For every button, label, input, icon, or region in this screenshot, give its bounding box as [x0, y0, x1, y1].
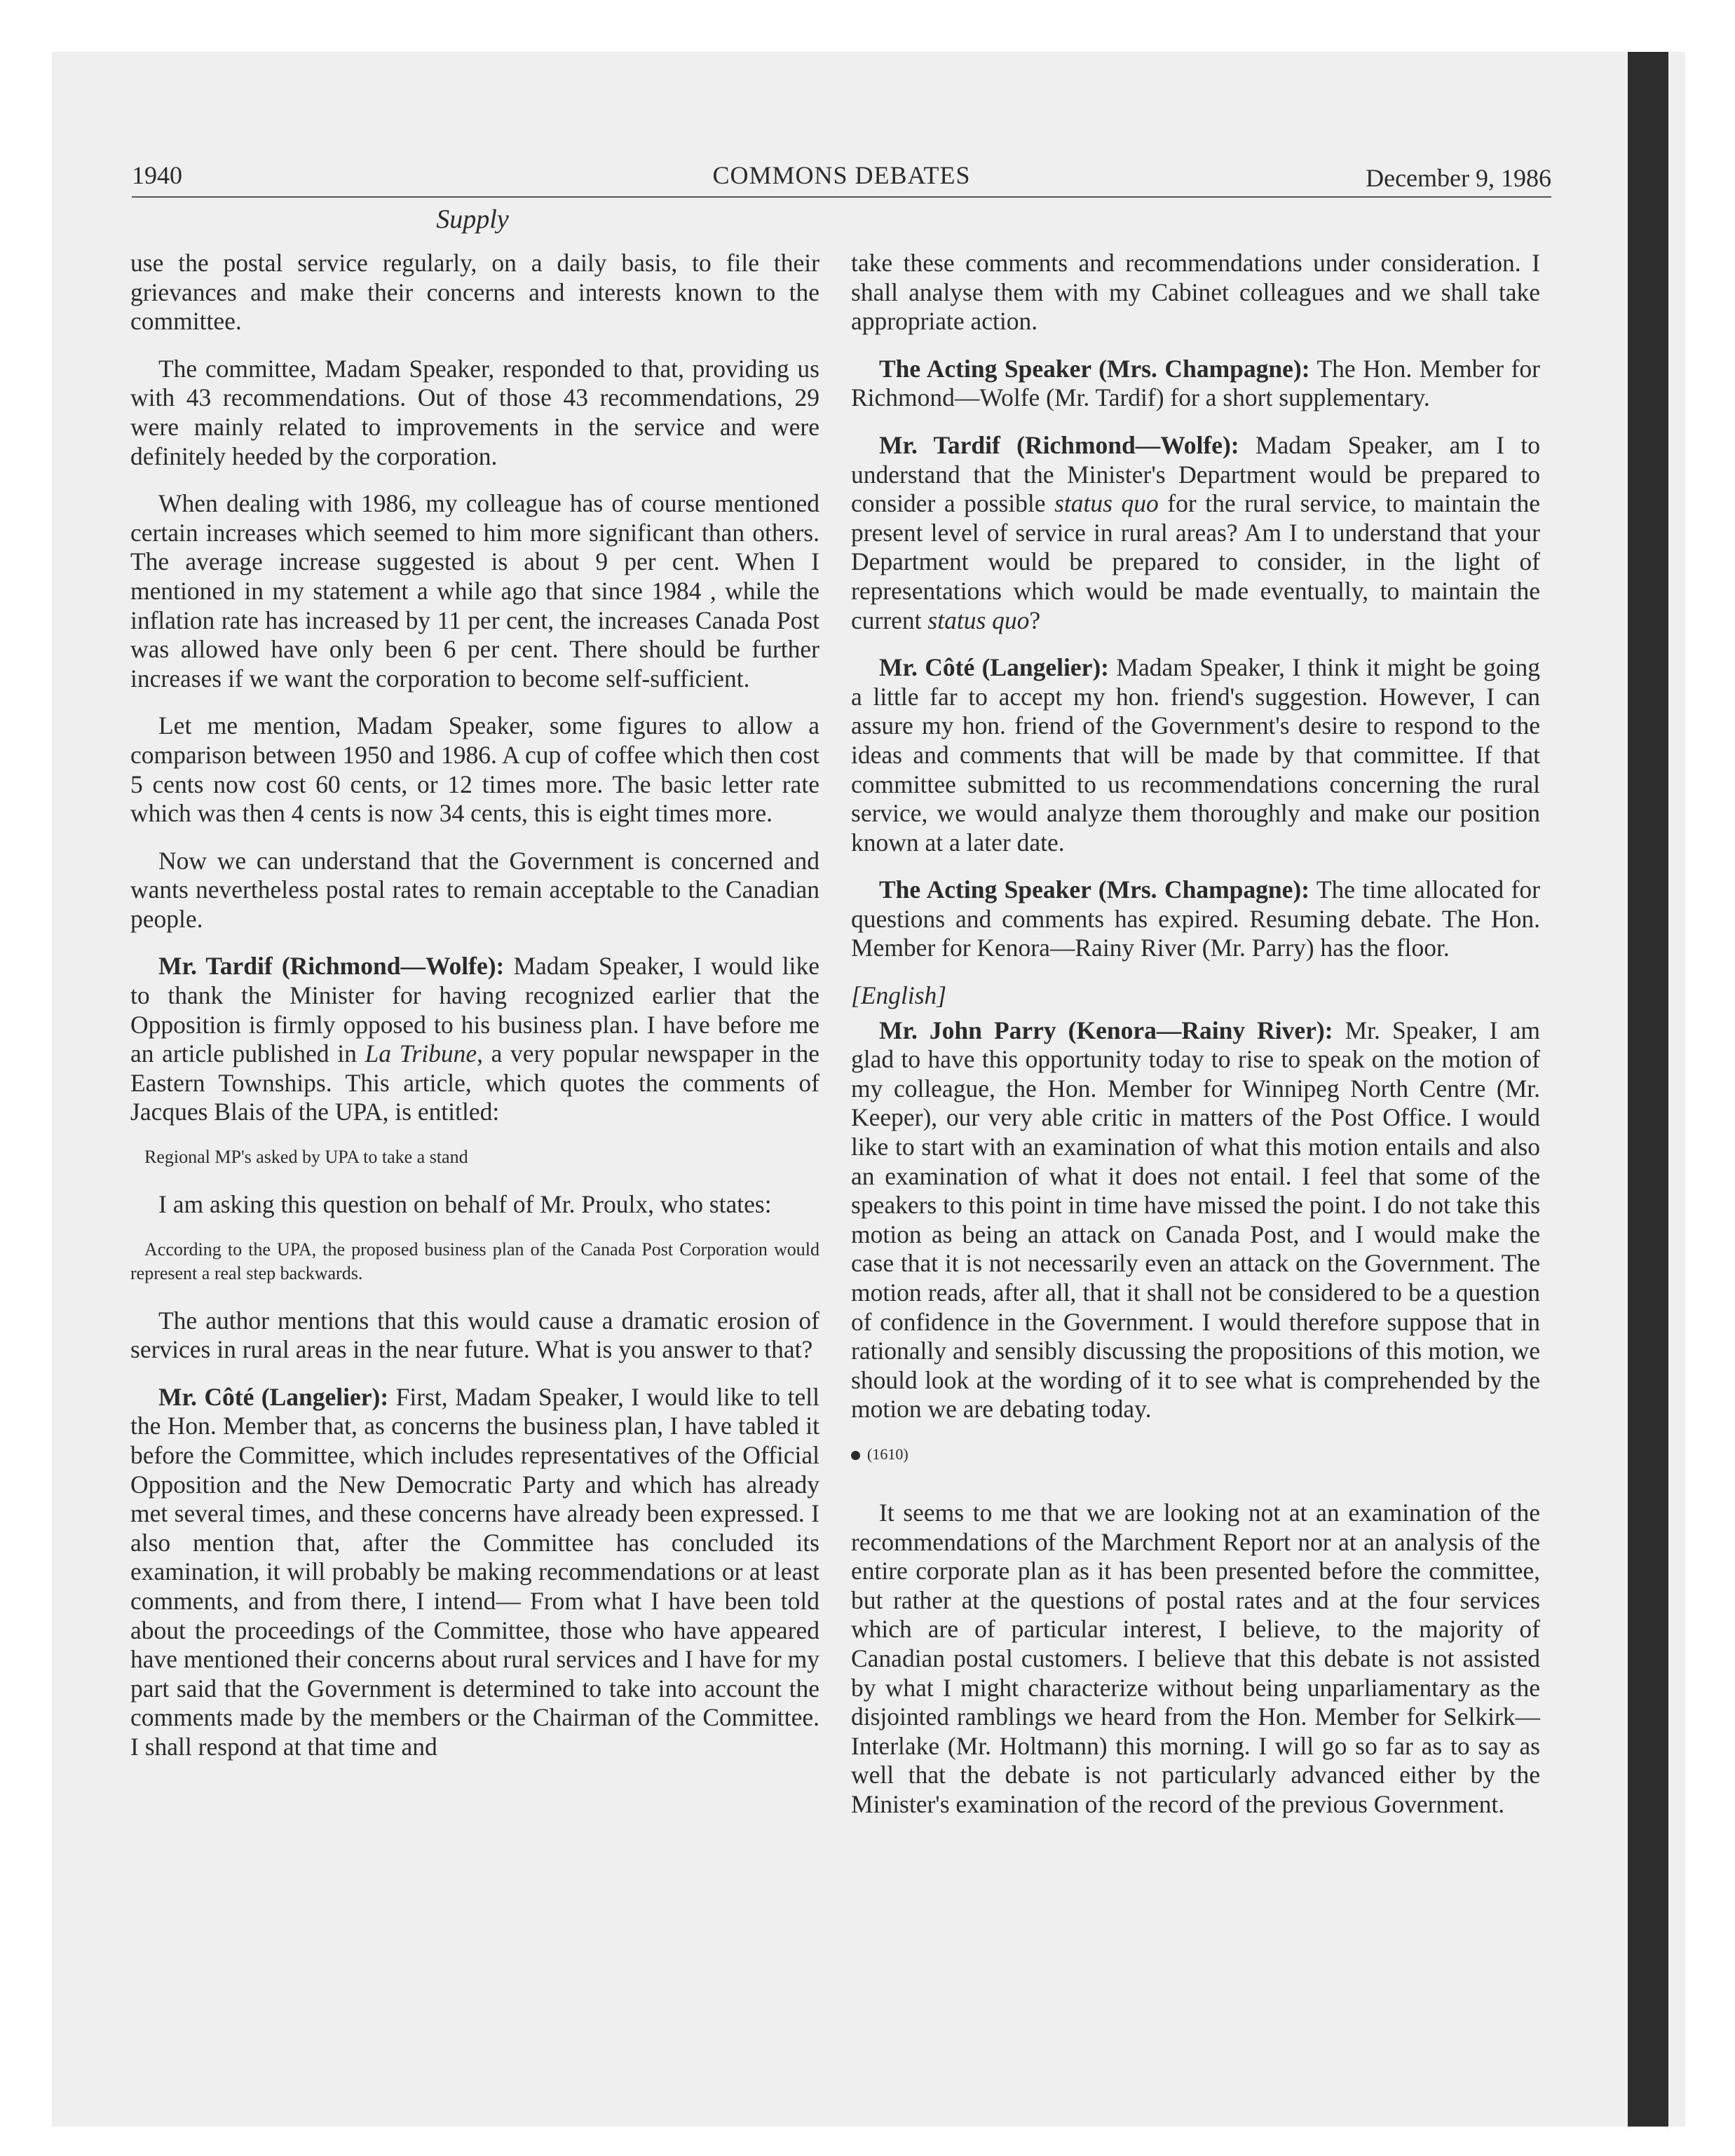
publication-date: December 9, 1986: [1366, 164, 1551, 192]
publication-title: COMMONS DEBATES: [712, 161, 971, 189]
newspaper-title: La Tribune: [365, 1039, 477, 1068]
paragraph: When dealing with 1986, my colleague has of course mentioned certain increases which seemed to him more significant than others. The average increase suggested is about 9 per cent. When I mentioned in my statement a while ago that since 1984 , while the inflation rate has increased by 11 per cent, the increases Canada Post was allowed have only been 6 per cent. There should be further increases if we want the corporation to become self-sufficient.: [130, 489, 819, 692]
paragraph: Mr. John Parry (Kenora—Rainy River): Mr. Speaker, I am glad to have this opportunity today to rise to speak on the motion of my colleague, the Hon. Member for Winnipeg North Centre (Mr. Keeper), our very able critic in matters of the Post Office. I would like to start with an examination of what this motion entails and also an examination of what it does not entail. I feel that some of the speakers to this point in time have missed the point. I do not take this motion as being an attack on Canada Post, and I would make the case that it is not necessarily even an attack on the Government. The motion reads, after all, that it shall not be considered to be a question of confidence in the Government. I would therefore suppose that in rationally and sensibly discussing the propositions of this motion, we should look at the wording of it to see what is comprehended by the motion we are debating today.: [851, 1016, 1541, 1424]
speaker-name: Mr. Tardif (Richmond—Wolfe):: [158, 952, 505, 981]
speaker-name: Mr. John Parry (Kenora—Rainy River):: [879, 1016, 1333, 1044]
speaker-name: Mr. Côté (Langelier):: [879, 653, 1109, 682]
running-header: [132, 158, 1551, 198]
bullet-icon: [851, 1451, 860, 1460]
right-column: [851, 249, 1540, 1838]
paragraph: Mr. Côté (Langelier): First, Madam Speaker, I would like to tell the Hon. Member that, as concerns the business plan, I have tabled it before the Committee, which includes representatives of the Official Opposition and the New Democratic Party and which has already met several times, and these concerns have already been expressed. I also mention that, after the Committee has concluded its examination, it will probably be making recommendations or at least comments, and from there, I intend— From what I have been told about the proceedings of the Committee, those who have appeared have mentioned their concerns about rural services and I have for my part said that the Government is determined to take into account the comments made by the members or the Chairman of the Committee. I shall respond at that time and: [130, 1382, 819, 1761]
scan-edge-shadow: [1628, 52, 1668, 2127]
block-quote: Regional MP's asked by UPA to take a stand: [144, 1147, 468, 1168]
speaker-name: The Acting Speaker (Mrs. Champagne):: [879, 354, 1310, 383]
paragraph: The Acting Speaker (Mrs. Champagne): The time allocated for questions and comments has expired. Resuming debate. The Hon. Member for Kenora—Rainy River (Mr. Parry) has the floor.: [851, 875, 1541, 962]
speaker-name: Mr. Côté (Langelier):: [158, 1382, 389, 1411]
block-quote: According to the UPA, the proposed business plan of the Canada Post Corporation would represent a real step backwards.: [130, 1239, 819, 1283]
paragraph: Now we can understand that the Government is concerned and wants nevertheless postal rates to remain acceptable to the Canadian people.: [130, 846, 819, 933]
left-column: [130, 249, 819, 1780]
paragraph: The committee, Madam Speaker, responded to that, providing us with 43 recommendations. Out of those 43 recommendations, 29 were mainly related to improvements in the service and were definitely heeded by the corporation.: [130, 354, 819, 470]
paragraph: Let me mention, Madam Speaker, some figures to allow a comparison between 1950 and 1986. A cup of coffee which then cost 5 cents now cost 60 cents, or 12 times more. The basic letter rate which was then 4 cents is now 34 cents, this is eight times more.: [130, 711, 819, 828]
paragraph: Mr. Côté (Langelier): Madam Speaker, I think it might be going a little far to accept my hon. friend's suggestion. However, I can assure my hon. friend of the Government's desire to respond to the ideas and comments that will be made by that committee. If that committee submitted to us recommendations concerning the rural service, we would analyze them thoroughly and make our position known at a later date.: [851, 653, 1541, 857]
paragraph: Mr. Tardif (Richmond—Wolfe): Madam Speaker, am I to understand that the Minister's Department would be prepared to consider a possible status quo for the rural service, to maintain the present level of service in rural areas? Am I to understand that your Department would be prepared to consider, in the light of representations which would be made eventually, to maintain the current status quo?: [851, 430, 1541, 634]
time-marker: (1610): [851, 1442, 1540, 1466]
paragraph: The author mentions that this would cause a dramatic erosion of services in rural areas in the near future. What is you answer to that?: [130, 1306, 819, 1364]
speaker-name: Mr. Tardif (Richmond—Wolfe):: [879, 430, 1239, 459]
paragraph: take these comments and recommendations under consideration. I shall analyse them with my Cabinet colleagues and we shall take appropriate action.: [851, 249, 1540, 336]
page-number: 1940: [132, 161, 182, 189]
paragraph: Mr. Tardif (Richmond—Wolfe): Madam Speaker, I would like to thank the Minister for having recognized earlier that the Opposition is firmly opposed to his business plan. I have before me an article published in La Tribune, a very popular newspaper in the Eastern Townships. This article, which quotes the comments of Jacques Blais of the UPA, is entitled:: [130, 952, 819, 1126]
section-title: Supply: [436, 205, 509, 234]
paragraph: I am asking this question on behalf of Mr. Proulx, who states:: [158, 1190, 772, 1219]
paragraph: It seems to me that we are looking not at an examination of the recommendations of the Marchment Report nor at an analysis of the entire corporate plan as it has been presented before the committee, but rather at the questions of postal rates and at the four services which are of particular interest, I believe, to the majority of Canadian postal customers. I believe that this debate is not assisted by what I might characterize without being unparliamentary as the disjointed ramblings we heard from the Hon. Member for Selkirk—Interlake (Mr. Holtmann) this morning. I will go so far as to say as well that the debate is not particularly advanced either by the Minister's examination of the record of the previous Government.: [851, 1498, 1540, 1818]
paragraph: use the postal service regularly, on a daily basis, to file their grievances and make their concerns and interests known to the committee.: [130, 249, 819, 336]
speaker-name: The Acting Speaker (Mrs. Champagne):: [879, 875, 1310, 904]
paragraph: The Acting Speaker (Mrs. Champagne): The Hon. Member for Richmond—Wolfe (Mr. Tardif) for a short supplementary.: [851, 354, 1541, 412]
language-marker: [English]: [851, 981, 947, 1010]
